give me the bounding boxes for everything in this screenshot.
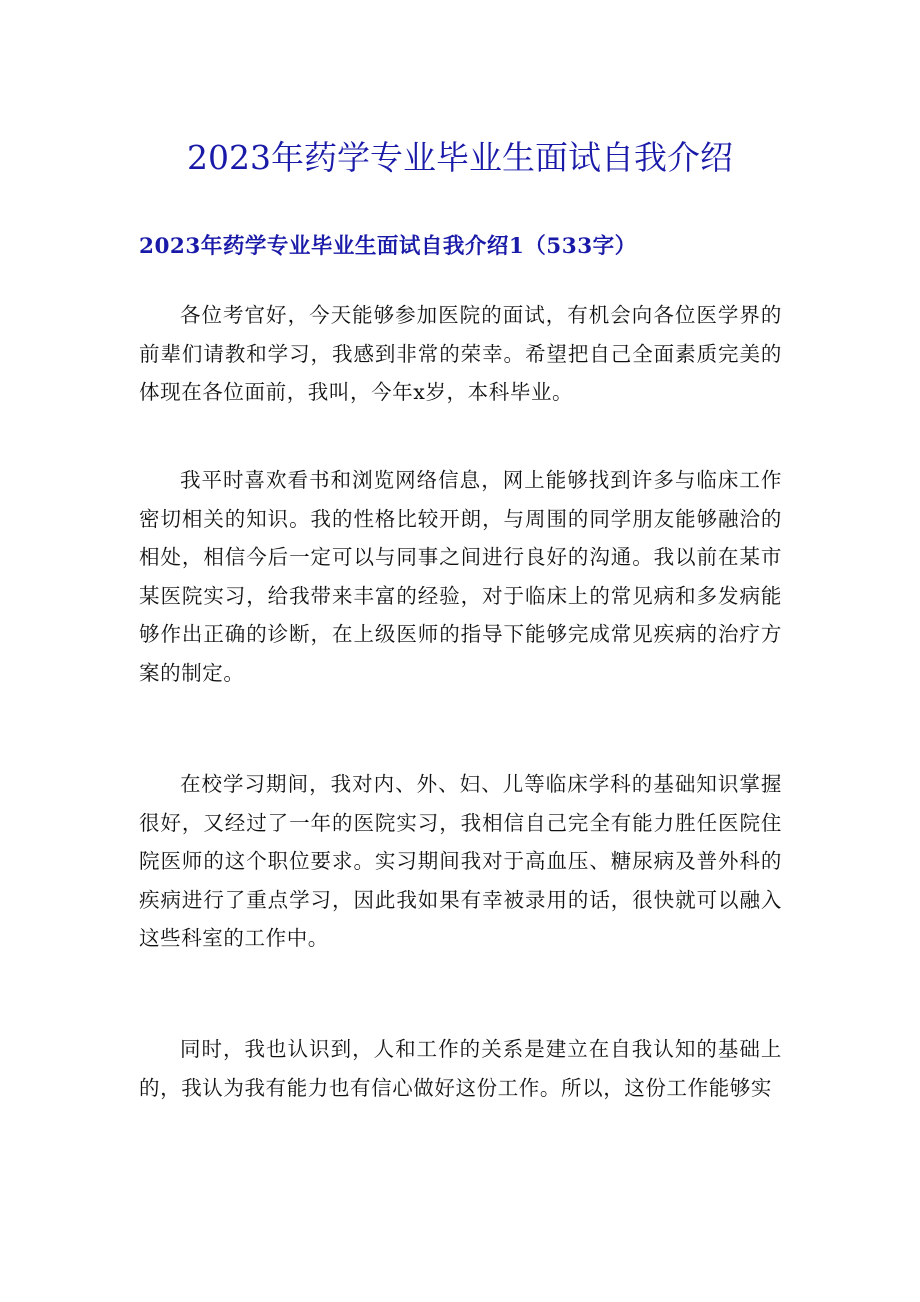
section-heading: 2023年药学专业毕业生面试自我介绍1（533字） [139,234,637,259]
paragraph-3: 在校学习期间，我对内、外、妇、儿等临床学科的基础知识掌握很好，又经过了一年的医院实习，我相信自己完全有能力胜任医院住院医师的这个职位要求。实习期间我对于高血压、糖尿病及普外科的疾病进行了重点学习，因此我如果有幸被录用的话，很快就可以融入这些科室的工作中。 [139,772,782,951]
paragraph-4: 同时，我也认识到，人和工作的关系是建立在自我认知的基础上的，我认为我有能力也有信心做好这份工作。所以，这份工作能够实 [139,1037,782,1100]
document-title: 2023年药学专业毕业生面试自我介绍 [187,138,733,177]
paragraph-2: 我平时喜欢看书和浏览网络信息，网上能够找到许多与临床工作密切相关的知识。我的性格比较开朗，与周围的同学朋友能够融洽的相处，相信今后一定可以与同事之间进行良好的沟通。我以前在某市某医院实习，给我带来丰富的经验，对于临床上的常见病和多发病能够作出正确的诊断，在上级医师的指导下能够完成常见疾病的治疗方案的制定。 [139,468,782,685]
paragraph-1: 各位考官好，今天能够参加医院的面试，有机会向各位医学界的前辈们请教和学习，我感到非常的荣幸。希望把自己全面素质完美的体现在各位面前，我叫，今年x岁，本科毕业。 [139,303,782,405]
